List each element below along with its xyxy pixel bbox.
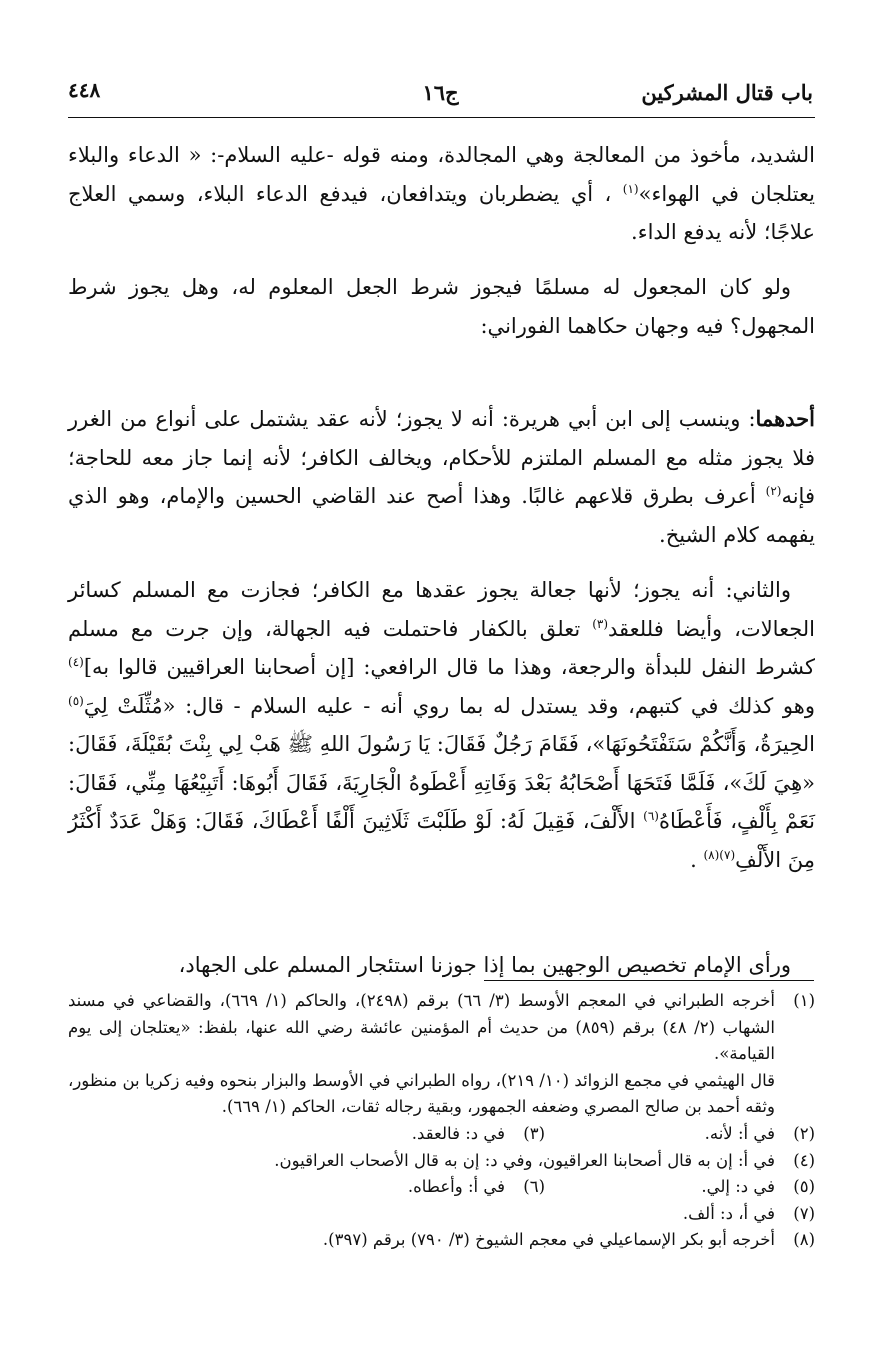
- footnote-ref-5: (٥): [68, 693, 84, 708]
- first-opinion-heading: أحدهما: [755, 406, 815, 431]
- footnote-7: (٧) في أ، د: ألف.: [682, 1203, 815, 1223]
- footnote-ref-4: (٤): [68, 655, 84, 669]
- main-text: [68, 136, 815, 986]
- footnote-8: (٨) أخرجه أبو بكر الإسماعيلي في معجم الشيوخ (٣/ ٧٩٠) برقم (٣٩٧).: [322, 1230, 815, 1250]
- footnotes-5-6: [68, 1174, 815, 1201]
- footnote-ref-3: (٣): [592, 616, 609, 631]
- paragraph-3: أحدهما: وينسب إلى ابن أبي هريرة: أنه لا يجوز؛ لأنه عقد يشتمل على أنواع من الغرر فلا يجوز مثله مع المسلم الملتزم للأحكام، ويخالف الكافر؛ لأنه إنما جاز معه للحاجة؛ فإنه$^{(٢)}$ أعرف بطرق قلاعهم غالبًا. وهذا أصح عند القاضي الحسين والإمام، وهو الذي يفهمه كلام الشيخ.: [68, 406, 815, 547]
- footnote-1: (١) أخرجه الطبراني في المعجم الأوسط (٣/ ٦٦) برقم (٢٤٩٨)، والحاكم (١/ ٦٦٩)، والقضاعي في مسند الشهاب (٢/ ٤٨) برقم (٨٥٩) من حديث أم المؤمنين عائشة رضي الله عنها، بلفظ: «يعتلجان إلى يوم القيامة». قال الهيثمي في مجمع الزوائد (١٠/ ٢١٩)، رواه الطبراني في الأوسط والبزار بنحوه وفيه زكريا بن منظور، وثقه أحمد بن صالح المصري وضعفه الجمهور، وبقية رجاله ثقات، الحاكم (١/ ٦٦٩).: [68, 991, 815, 1117]
- footnote-5: (٥) في د: إلي.: [701, 1177, 815, 1197]
- footnote-ref-7-8: (٧)(٨): [703, 847, 736, 862]
- paragraph-5: ورأى الإمام تخصيص الوجهين بما إذا جوزنا استئجار المسلم على الجهاد،: [178, 953, 791, 977]
- footnote-2: (٢) في أ: لأنه.: [704, 1123, 815, 1143]
- footnotes-2-3: [68, 1121, 815, 1148]
- footnote-6: (٦) في أ: وأعطاه.: [407, 1177, 545, 1197]
- footnote-ref-6: (٦): [643, 809, 659, 823]
- paragraph-4: والثاني: أنه يجوز؛ لأنها جعالة يجوز عقدها مع الكافر؛ فجازت مع المسلم كسائر الجعالات، وأيضا فللعقد$^{(٣)}$ تعلق بالكفار فاحتملت فيه الجهالة، وإن جرت مع مسلم كشرط النفل للبدأة والرجعة، وهذا ما قال الرافعي: [إن أصحابنا العراقيين قالوا به]$^{(٤)}$ وهو كذلك في كتبهم، وقد يستدل له بما روي أنه - عليه السلام - قال: «مُثِّلَتْ لِيَ$^{(٥)}$ الحِيرَةُ، وَأَنَّكُمْ سَتَفْتَحُونَهَا»، فَقَامَ رَجُلٌ فَقَالَ: يَا رَسُولَ اللهِ ﷺ هَبْ لِي بِنْتَ بُقَيْلَةَ، فَقَالَ: «هِيَ لَكَ»، فَلَمَّا فَتَحَهَا أَصْحَابُهُ بَعْدَ وَفَاتِهِ أَعْطَوهُ الْجَارِيَةَ، فَقَالَ أَبُوهَا: أَتَبِيْعُهَا مِنِّي، فَقَالَ: نَعَمْ بِأَلْفٍ، فَأَعْطَاهُ$^{(٦)}$ الأَلْفَ، فَقِيلَ لَهُ: لَوْ طَلَبْتَ ثَلَاثِينَ أَلْفًا أَعْطَاكَ، فَقَالَ: وَهَلْ عَدَدٌ أَكْثَرُ مِنَ الأَلْفِ$^{(٧)(٨)}$ .: [68, 578, 815, 872]
- footnote-4: (٤) في أ: إن به قال أصحابنا العراقيون، وفي د: إن به قال الأصحاب العراقيون.: [274, 1150, 815, 1170]
- chapter-title: باب قتال المشركين: [641, 80, 813, 105]
- header-divider: [68, 117, 815, 118]
- page-header: [68, 68, 813, 112]
- footnote-3: (٣) في د: فالعقد.: [411, 1123, 545, 1143]
- paragraph-2: ولو كان المجعول له مسلمًا فيجوز شرط الجعل المعلوم له، وهل يجوز شرط المجهول؟ فيه وجهان حكاهما الفوراني:: [68, 275, 815, 338]
- page-number: ٤٤٨: [68, 78, 101, 102]
- paragraph-1: الشديد، مأخوذ من المعالجة وهي المجالدة، ومنه قوله -عليه السلام-: « الدعاء والبلاء يعتلجان في الهواء»$^{(١)}$ ، أي يضطربان ويتدافعان، فيدفع الدعاء البلاء، وسمي العلاج علاجًا؛ لأنه يدفع الداء.: [68, 143, 815, 244]
- footnotes: [68, 988, 815, 1254]
- footnote-ref-1: (١): [622, 181, 639, 196]
- footnote-divider: [484, 980, 814, 981]
- volume-label: ج١٦: [422, 80, 459, 105]
- footnote-ref-2: (٢): [765, 484, 782, 498]
